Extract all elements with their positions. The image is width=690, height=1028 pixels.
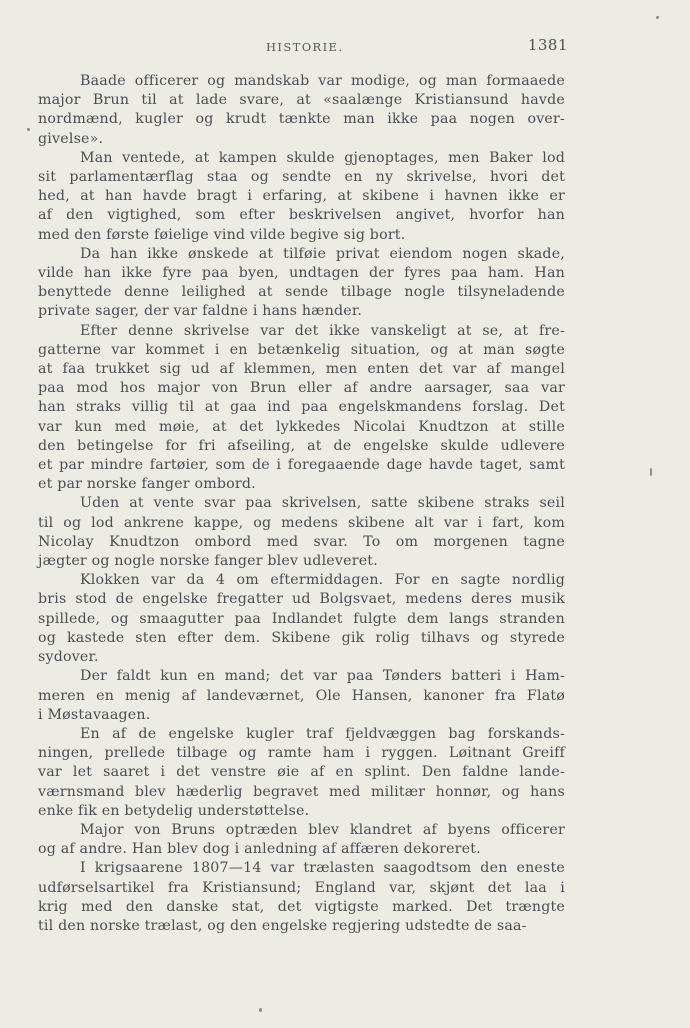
- text-line: af den vigtighed, som efter beskrivelsen angivet, hvorfor han: [38, 207, 565, 224]
- text-line: ningen, prellede tilbage og ramte ham i ryggen. Løitnant Greiff: [38, 745, 565, 762]
- text-line: nordmænd, kugler og krudt tænkte man ikke paa nogen over-: [38, 111, 565, 128]
- text-line: jægter og nogle norske fanger blev udleveret.: [38, 553, 378, 570]
- text-line: et par norske fanger ombord.: [38, 476, 256, 493]
- text-line: benyttede denne leilighed at sende tilbage nogle tilsyneladende: [38, 284, 565, 301]
- text-line: udførselsartikel fra Kristiansund; England var, skjønt det laa i: [38, 879, 565, 896]
- text-line: enke fik en betydelig understøttelse.: [38, 802, 310, 819]
- text-line: til den norske trælast, og den engelske regjering udstedte de saa-: [38, 917, 527, 934]
- text-line: var kun med møie, at det lykkedes Nicolai Knudtzon at stille: [38, 418, 565, 435]
- print-speck: [27, 128, 30, 131]
- text-line: bris stod de engelske fregatter ud Bolgsvaet, medens deres musik: [38, 591, 565, 608]
- text-line: Der faldt kun en mand; det var paa Tønders batteri i Ham-: [80, 668, 565, 685]
- text-line: meren en menig af landeværnet, Ole Hansen, kanoner fra Flatø: [38, 687, 565, 704]
- text-line: gatterne var kommet i en betænkelig situation, og at man søgte: [38, 341, 565, 358]
- body-text: [38, 72, 565, 936]
- text-line: givelse».: [38, 130, 104, 147]
- text-line: sydover.: [38, 649, 99, 666]
- text-line: han straks villig til at gaa ind paa engelskmandens forslag. Det: [38, 399, 565, 416]
- text-line: paa mod hos major von Brun eller af andre aarsager, saa var: [38, 380, 565, 397]
- running-head: HISTORIE.: [266, 40, 344, 54]
- paragraph: [38, 571, 565, 667]
- text-line: Major von Bruns optræden blev klandret af byens officerer: [80, 821, 565, 838]
- text-line: Uden at vente svar paa skrivelsen, satte skibene straks seil: [80, 495, 565, 512]
- text-line: spillede, og smaagutter paa Indlandet fulgte dem langs stranden: [38, 610, 565, 627]
- paragraph: [38, 821, 565, 859]
- page-number: 1381: [527, 36, 568, 54]
- text-line: var let saaret i det venstre øie af en splint. Den faldne lande-: [38, 764, 565, 781]
- text-line: krig med den danske stat, det vigtigste marked. Det trængte: [38, 898, 565, 915]
- text-line: et par mindre fartøier, som de i foregaaende dage havde taget, samt: [38, 457, 565, 474]
- text-line: Baade officerer og mandskab var modige, og man formaaede: [80, 73, 565, 89]
- text-line: En af de engelske kugler traf fjeldvæggen bag forskands-: [80, 725, 565, 742]
- text-line: i Møstavaagen.: [38, 706, 151, 723]
- paragraph: [38, 72, 565, 149]
- paragraph: [38, 149, 565, 245]
- text-line: Efter denne skrivelse var det ikke vanskeligt at se, at fre-: [80, 322, 565, 339]
- print-speck: [259, 1008, 262, 1012]
- text-line: hed, at han havde bragt i erfaring, at skibene i havnen ikke er: [38, 188, 565, 205]
- print-speck: [656, 16, 659, 19]
- text-line: sit parlamentærflag staa og sendte en ny skrivelse, hvori det: [38, 169, 565, 186]
- print-speck: [650, 468, 652, 476]
- paragraph: [38, 245, 565, 322]
- text-line: og af andre. Han blev dog i anledning af affæren dekoreret.: [38, 841, 481, 858]
- text-line: private sager, der var faldne i hans hænder.: [38, 303, 363, 320]
- paragraph: [38, 494, 565, 571]
- text-line: den betingelse for fri afseiling, at de engelske skulde udlevere: [38, 437, 565, 454]
- text-line: og kastede sten efter dem. Skibene gik rolig tilhavs og styrede: [38, 629, 565, 646]
- text-line: major Brun til at lade svare, at «saalænge Kristiansund havde: [38, 92, 565, 109]
- text-line: Nicolay Knudtzon ombord med svar. To om morgenen tagne: [38, 533, 565, 550]
- paragraph: [38, 322, 565, 495]
- page-header: [38, 36, 568, 58]
- text-line: vilde han ikke fyre paa byen, undtagen der fyres paa ham. Han: [38, 265, 565, 282]
- text-line: til og lod ankrene kappe, og medens skibene alt var i fart, kom: [38, 514, 565, 531]
- text-line: Klokken var da 4 om eftermiddagen. For en sagte nordlig: [80, 572, 565, 589]
- text-line: Man ventede, at kampen skulde gjenoptages, men Baker lod: [80, 149, 565, 166]
- text-line: værnsmand blev hæderlig begravet med militær honnør, og hans: [38, 783, 565, 800]
- paragraph: [38, 725, 565, 821]
- paragraph: [38, 859, 565, 936]
- text-line: I krigsaarene 1807—14 var trælasten saagodtsom den eneste: [80, 860, 565, 877]
- text-line: at faa trukket sig ud af klemmen, men enten det var af mangel: [38, 361, 565, 378]
- text-line: med den første føielige vind vilde begive sig bort.: [38, 226, 406, 243]
- paragraph: [38, 667, 565, 725]
- text-line: Da han ikke ønskede at tilføie privat eiendom nogen skade,: [80, 245, 565, 262]
